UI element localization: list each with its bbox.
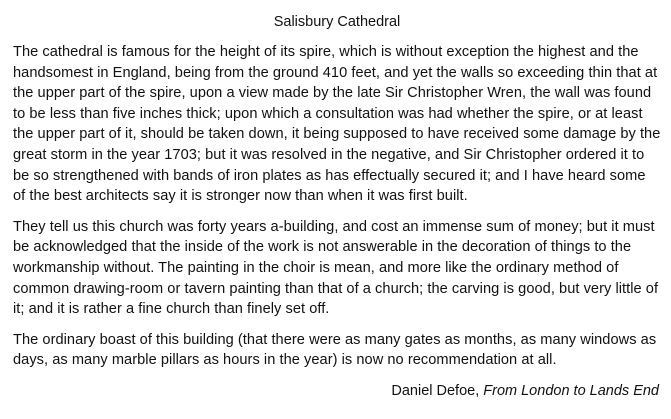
paragraph-spire: The cathedral is famous for the height of its spire, which is without exception the highest and the handsomest in England, being from the ground 410 feet, and yet the walls so exceeding thin that at the upper part of the spire, upon a view made by the late Sir Christopher Wren, the wall was found to be less than five inches thick; upon which a consultation was had whether the spire, or at least the upper part of it, should be taken down, it being supposed to have received some damage by the great storm in the year 1703; but it was resolved in the negative, and Sir Christopher ordered it to be so strengthened with bands of iron plates as has effectually secured it; and I have heard some of the best architects say it is stronger now than when it was first built. xyxy=(13,44,661,205)
attribution-author: Daniel Defoe, xyxy=(391,382,480,399)
paragraph-building: They tell us this church was forty years a-building, and cost an immense sum of money; but it must be acknowledged that the inside of the work is not answerable in the decoration of things to the workmanship without. The painting in the choir is mean, and more like the ordinary method of common drawing-room or tavern painting than that of a church; the carving is good, but very little of it; and it is rather a fine church than finely set off. xyxy=(13,218,659,318)
document-title: Salisbury Cathedral xyxy=(273,14,401,30)
paragraph-boast: The ordinary boast of this building (that there were as many gates as months, as many windows as days, as many marble pillars as hours in the year) is now no recommendation at all. xyxy=(13,331,657,369)
attribution xyxy=(13,381,659,401)
attribution-work: From London to Lands End xyxy=(483,382,659,399)
